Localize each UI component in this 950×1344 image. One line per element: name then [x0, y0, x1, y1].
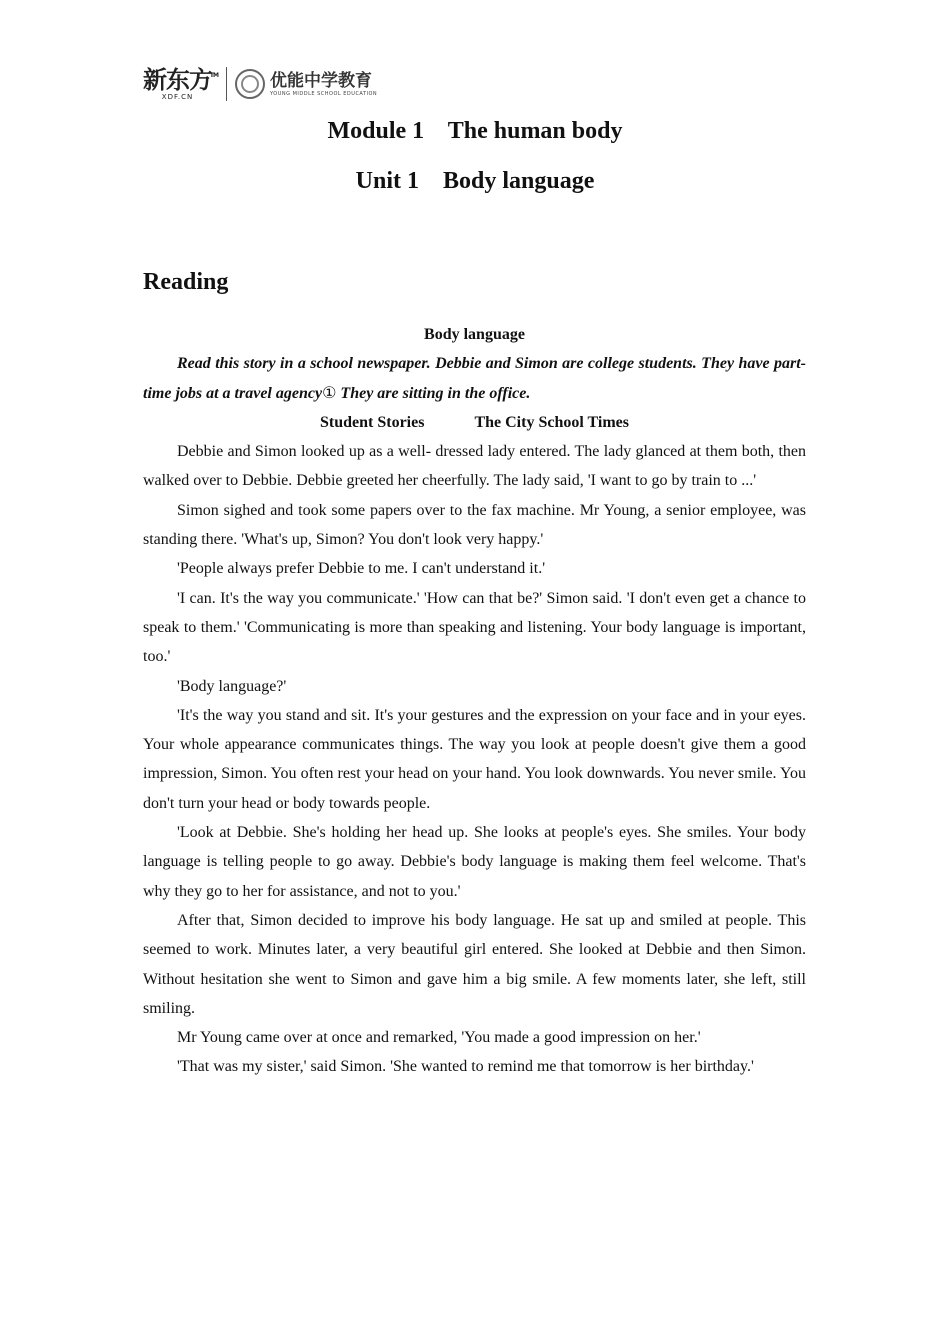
- story-paragraph: 'Look at Debbie. She's holding her head up. She looks at people's eyes. She smiles. Your body language is telling people to go away. Debbie's body language is making them feel welcome. That's why they go to her for assistance, and not to you.': [143, 824, 806, 900]
- story-paragraph: 'It's the way you stand and sit. It's your gestures and the expression on your face and in your eyes. Your whole appearance communicates things. The way you look at people doesn't give them a good impression, Simon. You often rest your head on your hand. You look downwards. You never smile. You don't turn your head or body towards people.: [143, 706, 806, 812]
- youneng-logo-text: 优能中学教育: [270, 70, 372, 91]
- intro-text: Read this story in a school newspaper. Debbie and Simon are college students. They have part-time jobs at a travel agency: [143, 355, 806, 402]
- xdf-logo-text: 新东方: [143, 66, 212, 94]
- section-heading: Reading: [143, 269, 229, 295]
- story-paragraph: 'That was my sister,' said Simon. 'She wanted to remind me that tomorrow is her birthday.': [177, 1058, 754, 1076]
- xdf-logo-subtext: XDF.CN: [161, 93, 194, 101]
- youneng-logo-subtext: YOUNG MIDDLE SCHOOL EDUCATION: [270, 90, 378, 97]
- story-paragraph: After that, Simon decided to improve his body language. He sat up and smiled at people. This seemed to work. Minutes later, a very beautiful girl entered. She looked at Debbie and then Simon. Without hesitation she went to Simon and gave him a big smile. A few moments later, she left, still smiling.: [143, 911, 806, 1017]
- newspaper-header: [143, 408, 806, 437]
- unit-title: Unit 1 Body language: [355, 168, 595, 194]
- story-paragraph: Simon sighed and took some papers over to the fax machine. Mr Young, a senior employee, was standing there. 'What's up, Simon? You don't look very happy.': [143, 501, 806, 549]
- story-body: [143, 320, 806, 1082]
- newspaper-name: The City School Times: [474, 413, 629, 431]
- footnote-mark: ①: [322, 384, 337, 402]
- story-paragraph: Mr Young came over at once and remarked, 'You made a good impression on her.': [177, 1029, 701, 1047]
- story-intro: [143, 349, 806, 408]
- column-label: Student Stories: [320, 413, 425, 431]
- story-paragraph: 'People always prefer Debbie to me. I can't understand it.': [177, 560, 546, 578]
- trademark-mark: TM: [209, 72, 218, 79]
- story-title: Body language: [424, 326, 525, 343]
- story-paragraph: Debbie and Simon looked up as a well- dressed lady entered. The lady glanced at them both, then walked over to Debbie. Debbie greeted her cheerfully. The lady said, 'I want to go by train to ...': [143, 443, 806, 490]
- module-title: Module 1 The human body: [327, 118, 623, 144]
- story-paragraph: 'I can. It's the way you communicate.' 'How can that be?' Simon said. 'I don't even get a chance to speak to them.' 'Communicating is more than speaking and listening. Your body language is important, too.': [143, 589, 806, 666]
- story-paragraph: 'Body language?': [177, 677, 287, 695]
- logo-divider: [226, 67, 227, 101]
- youneng-logo: [270, 71, 377, 98]
- seal-icon: [235, 69, 265, 99]
- xdf-logo: [143, 67, 220, 101]
- header-logo: [143, 66, 377, 102]
- intro-text-end: They are sitting in the office.: [336, 384, 531, 402]
